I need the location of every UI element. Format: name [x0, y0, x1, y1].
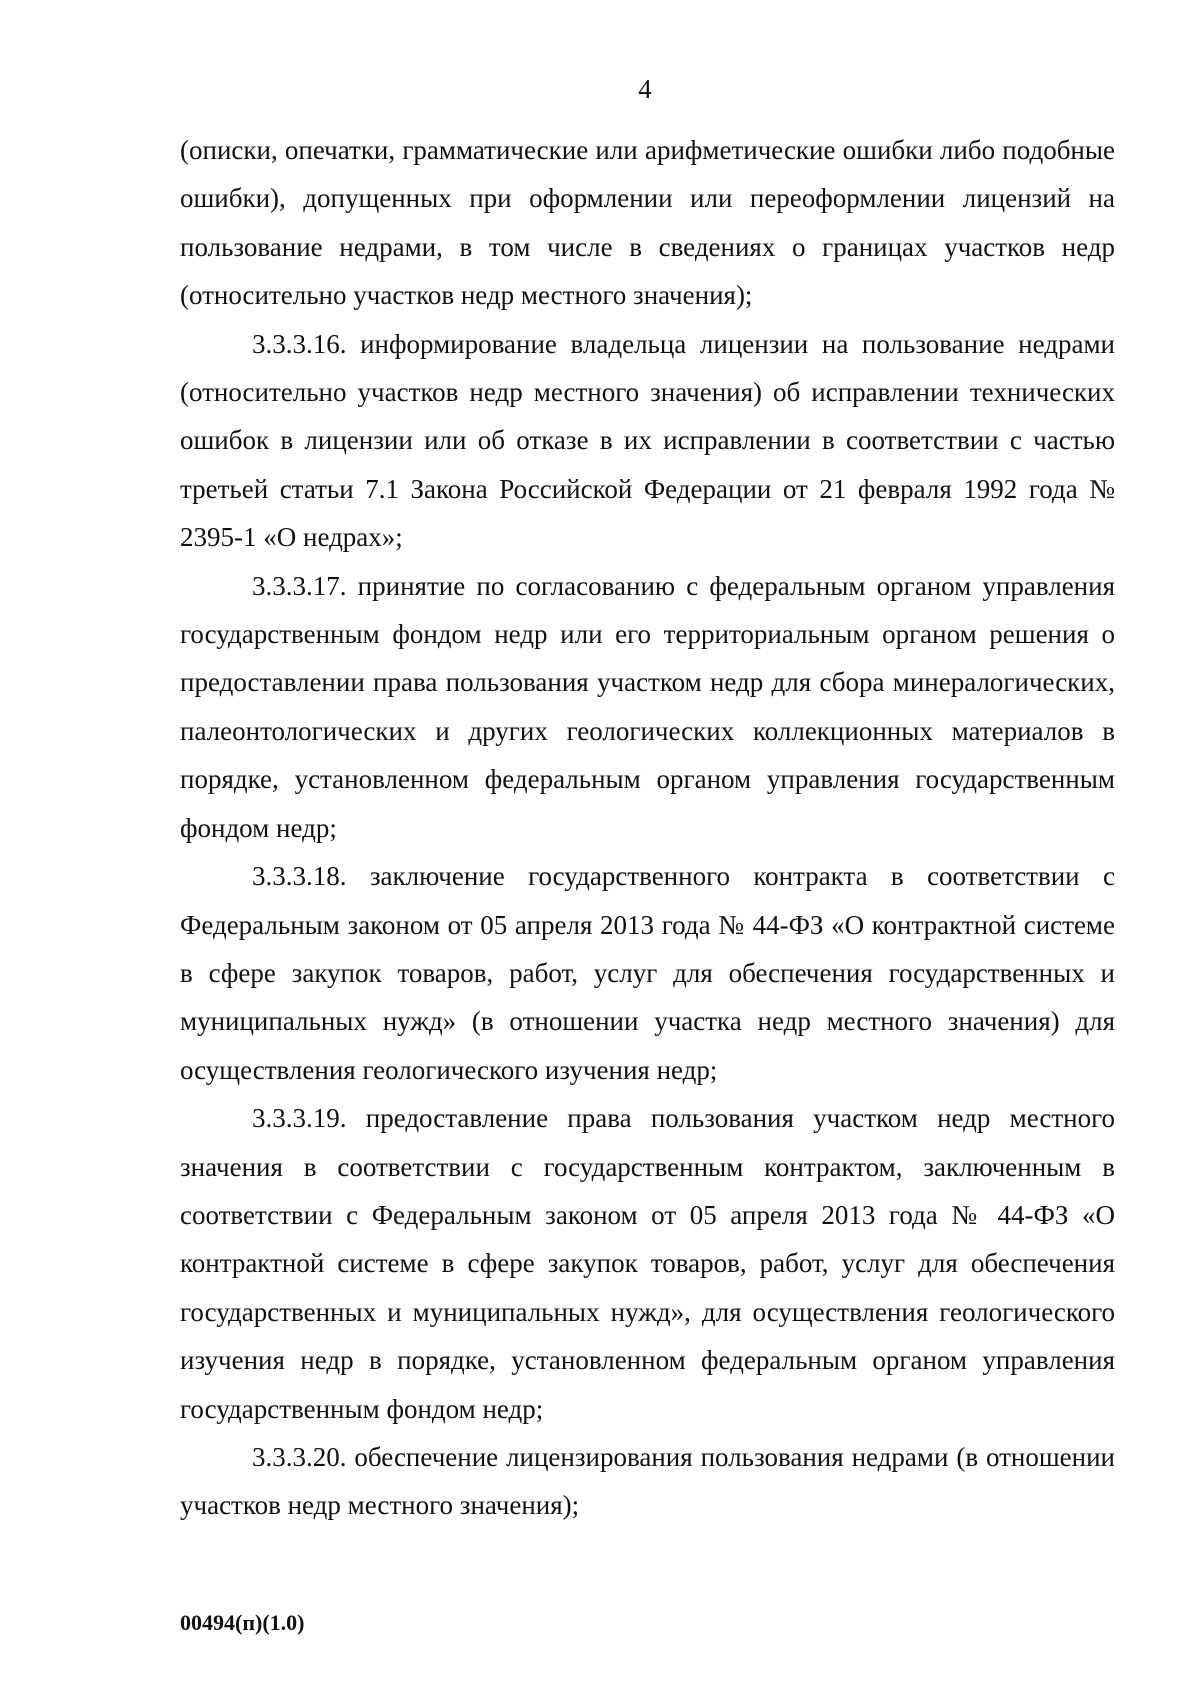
paragraph-3-3-3-20: 3.3.3.20. обеспечение лицензирования пользования недрами (в отношении участков недр местного значения);	[180, 1441, 1115, 1521]
paragraph-continuation: (описки, опечатки, грамматические или арифметические ошибки либо подобные ошибки), допущенных при оформлении или переоформлении лицензий на пользование недрами, в том числе в сведениях о границах участков недр (относительно участков недр местного значения);	[180, 135, 1115, 311]
document-code: 00494(п)(1.0)	[180, 1610, 305, 1635]
page-number: 4	[638, 74, 652, 104]
paragraph-3-3-3-16: 3.3.3.16. информирование владельца лицензии на пользование недрами (относительно участков недр местного значения) об исправлении технических ошибок в лицензии или об отказе в их исправлении в соответствии с частью третьей статьи 7.1 Закона Российской Федерации от 21 февраля 1992 года № 2395-1 «О недрах»;	[180, 328, 1115, 553]
document-body	[180, 126, 1115, 1530]
paragraph-3-3-3-19: 3.3.3.19. предоставление права пользования участком недр местного значения в соответствии с государственным контрактом, заключенным в соответствии с Федеральным законом от 05 апреля 2013 года № 44-ФЗ «О контрактной системе в сфере закупок товаров, работ, услуг для обеспечения государственных и муниципальных нужд», для осуществления геологического изучения недр в порядке, установленном федеральным органом управления государственным фондом недр;	[180, 1103, 1115, 1424]
paragraph-3-3-3-18: 3.3.3.18. заключение государственного контракта в соответствии с Федеральным законом от 05 апреля 2013 года № 44-ФЗ «О контрактной системе в сфере закупок товаров, работ, услуг для обеспечения государственных и муниципальных нужд» (в отношении участка недр местного значения) для осуществления геологического изучения недр;	[180, 861, 1115, 1085]
paragraph-3-3-3-17: 3.3.3.17. принятие по согласованию с федеральным органом управления государственным фондом недр или его территориальным органом решения о предоставлении права пользования участком недр для сбора минералогических, палеонтологических и других геологических коллекционных материалов в порядке, установленном федеральным органом управления государственным фондом недр;	[180, 570, 1115, 843]
